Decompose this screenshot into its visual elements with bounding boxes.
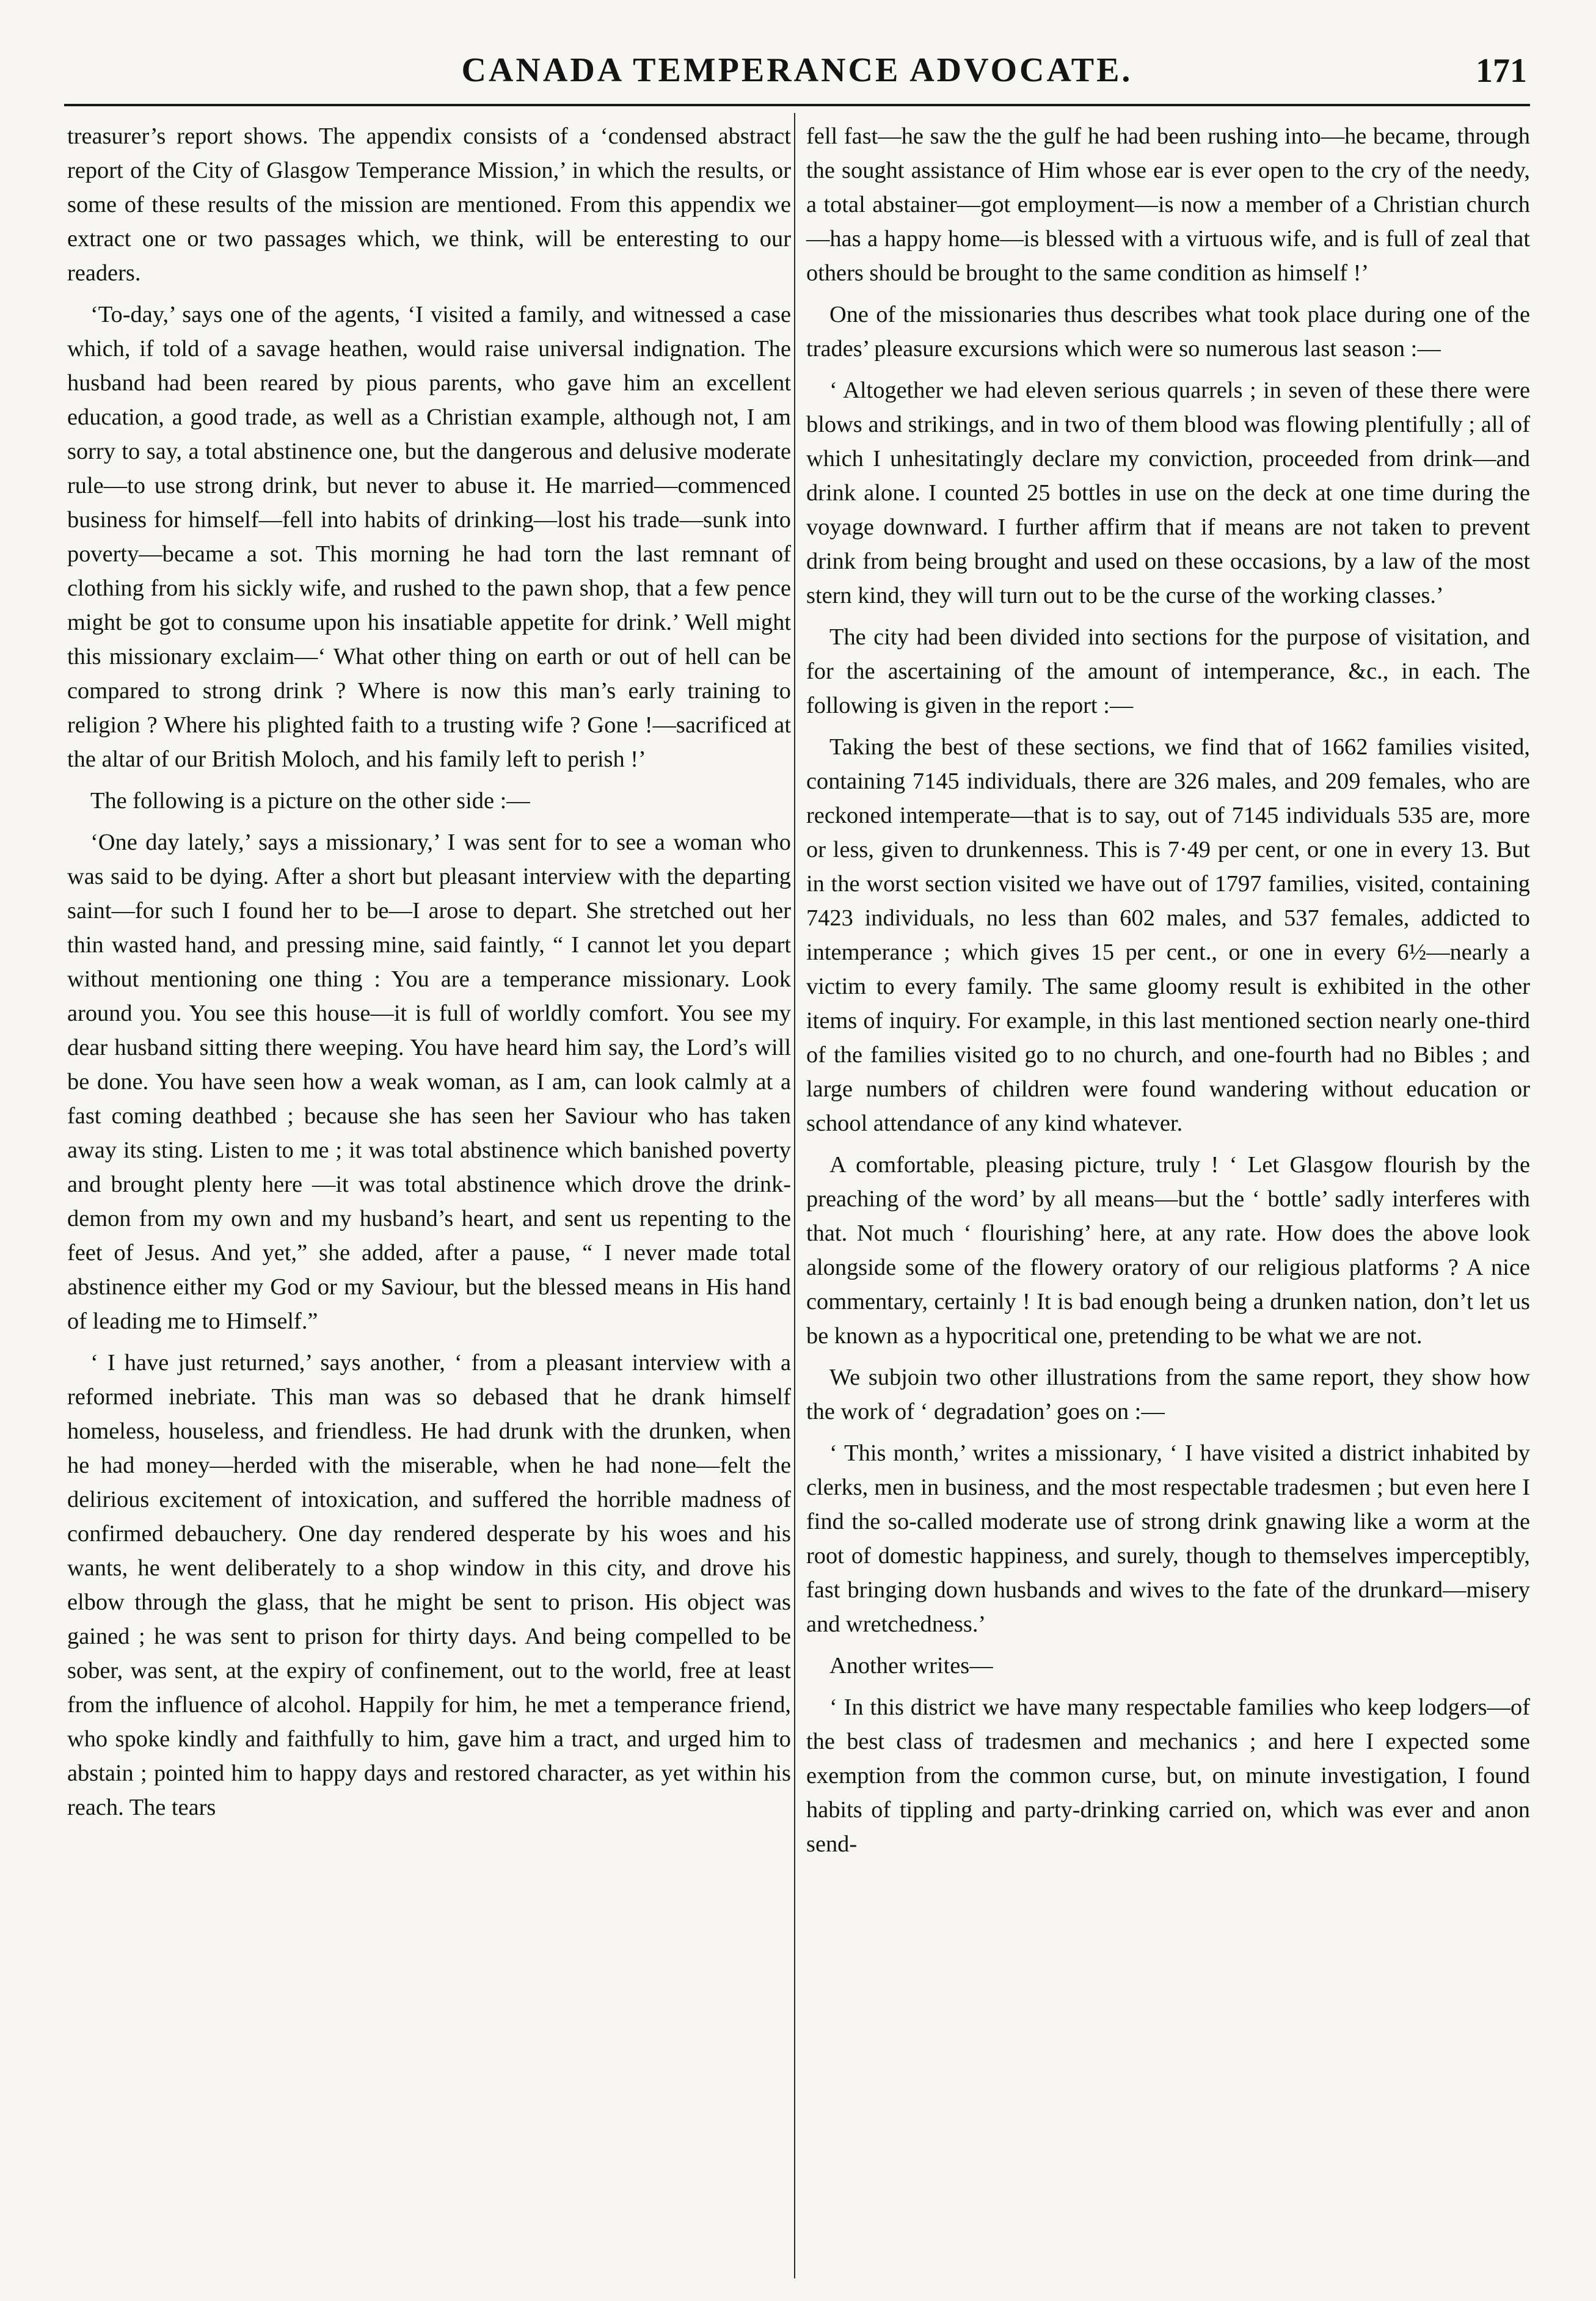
- column-divider: [794, 113, 795, 2278]
- paragraph: ‘ Altogether we had eleven serious quarrels ; in seven of these there were blows and strikings, and in two of them blood was flowing plentifully ; all of which I unhesitatingly declare my conviction, proceeded from drink—and drink alone. I counted 25 bottles in use on the deck at one time during the voyage downward. I further affirm that if means are not taken to prevent drink from being brought and used on these occasions, by a law of the most stern kind, they will turn out to be the curse of the working classes.’: [806, 377, 1530, 608]
- page-header: [67, 43, 1527, 98]
- paragraph: ‘ This month,’ writes a missionary, ‘ I have visited a district inhabited by clerks, men in business, and the most respectable tradesmen ; but even here I find the so-called moderate use of strong drink gnawing like a worm at the root of domestic happiness, and surely, though to themselves imperceptibly, fast bringing down husbands and wives to the fate of the drunkard—misery and wretchedness.’: [806, 1440, 1530, 1637]
- right-column: [806, 119, 1530, 1869]
- left-column: [67, 119, 791, 1832]
- paragraph: ‘ I have just returned,’ says another, ‘ from a pleasant interview with a reformed inebriate. This man was so debased that he drank himself homeless, houseless, and friendless. He had drunk with the drunken, when he had money—herded with the miserable, when he had none—felt the delirious excitement of intoxication, and suffered the horrible madness of confirmed debauchery. One day rendered desperate by his woes and his wants, he went deliberately to a shop window in this city, and drove his elbow through the glass, that he might be sent to prison. His object was gained ; he was sent to prison for thirty days. And being compelled to be sober, was sent, at the expiry of confinement, out to the world, free at least from the influence of alcohol. Happily for him, he met a temperance friend, who spoke kindly and faithfully to him, gave him a tract, and urged him to abstain ; pointed him to happy days and restored character, as yet within his reach. The tears: [67, 1350, 791, 1820]
- paragraph: ‘To-day,’ says one of the agents, ‘I visited a family, and witnessed a case which, if told of a savage heathen, would raise universal indignation. The husband had been reared by pious parents, who gave him an excellent education, a good trade, as well as a Christian example, although not, I am sorry to say, a total abstinence one, but the dangerous and delusive moderate rule—to use strong drink, but never to abuse it. He married—commenced business for himself—fell into habits of drinking—lost his trade—sunk into poverty—became a sot. This morning he had torn the last remnant of clothing from his sickly wife, and rushed to the pawn shop, that a few pence might be got to consume upon his insatiable appetite for drink.’ Well might this missionary exclaim—‘ What other thing on earth or out of hell can be compared to strong drink ? Where is now this man’s early training to religion ? Where his plighted faith to a trusting wife ? Gone !—sacrificed at the altar of our British Moloch, and his family left to perish !’: [67, 302, 791, 772]
- paragraph: The city had been divided into sections for the purpose of visitation, and for the ascertaining of the amount of intemperance, &c., in each. The following is given in the report :—: [806, 624, 1530, 718]
- paragraph: fell fast—he saw the the gulf he had been rushing into—he became, through the sought assistance of Him whose ear is ever open to the cry of the needy, a total abstainer—got employment—is now a member of a Christian church—has a happy home—is blessed with a virtuous wife, and is full of zeal that others should be brought to the same condition as himself !’: [806, 123, 1530, 286]
- paragraph: One of the missionaries thus describes what took place during one of the trades’ pleasure excursions which were so numerous last season :—: [806, 302, 1530, 362]
- paragraph: The following is a picture on the other side :—: [90, 788, 530, 814]
- running-title: CANADA TEMPERANCE ADVOCATE.: [461, 51, 1133, 89]
- paragraph: Another writes—: [829, 1653, 993, 1679]
- paragraph: ‘ In this district we have many respectable families who keep lodgers—of the best class of tradesmen and mechanics ; and here I expected some exemption from the common curse, but, on minute investigation, I found habits of tippling and party-drinking carried on, which was ever and anon send-: [806, 1694, 1530, 1857]
- page-number: 171: [1476, 52, 1527, 90]
- paragraph: ‘One day lately,’ says a missionary,’ I was sent for to see a woman who was said to be dying. After a short but pleasant interview with the departing saint—for such I found her to be—I arose to depart. She stretched out her thin wasted hand, and pressing mine, said faintly, “ I cannot let you depart without mentioning one thing : You are a temperance missionary. Look around you. You see this house—it is full of worldly comfort. You see my dear husband sitting there weeping. You have heard him say, the Lord’s will be done. You have seen how a weak woman, as I am, can look calmly at a fast coming deathbed ; because she has seen her Saviour who has taken away its sting. Listen to me ; it was total abstinence which banished poverty and brought plenty here —it was total abstinence which drove the drink-demon from my own and my husband’s heart, and sent us repenting to the feet of Jesus. And yet,” she added, after a pause, “ I never made total abstinence either my God or my Saviour, but the blessed means in His hand of leading me to Himself.”: [67, 830, 791, 1334]
- header-rule: [64, 104, 1530, 106]
- paragraph: A comfortable, pleasing picture, truly ! ‘ Let Glasgow flourish by the preaching of the word’ by all means—but the ‘ bottle’ sadly interferes with that. Not much ‘ flourishing’ here, at any rate. How does the above look alongside some of the flowery oratory of our religious platforms ? A nice commentary, certainly ! It is bad enough being a drunken nation, don’t let us be known as a hypocritical one, pretending to be what we are not.: [806, 1152, 1530, 1349]
- paragraph: treasurer’s report shows. The appendix consists of a ‘condensed abstract report of the City of Glasgow Temperance Mission,’ in which the results, or some of these results of the mission are mentioned. From this appendix we extract one or two passages which, we think, will be enteresting to our readers.: [67, 123, 791, 286]
- paragraph: We subjoin two other illustrations from the same report, they show how the work of ‘ degradation’ goes on :—: [806, 1365, 1530, 1424]
- paragraph: Taking the best of these sections, we find that of 1662 families visited, containing 7145 individuals, there are 326 males, and 209 females, who are reckoned intemperate—that is to say, out of 7145 individuals 535 are, more or less, given to drunkenness. This is 7·49 per cent, or one in every 13. But in the worst section visited we have out of 1797 families, visited, containing 7423 individuals, no less than 602 males, and 537 females, addicted to intemperance ; which gives 15 per cent., or one in every 6½—nearly a victim to every family. The same gloomy result is exhibited in the other items of inquiry. For example, in this last mentioned section nearly one-third of the families visited go to no church, and one-fourth had no Bibles ; and large numbers of children were found wandering without education or school attendance of any kind whatever.: [806, 734, 1530, 1136]
